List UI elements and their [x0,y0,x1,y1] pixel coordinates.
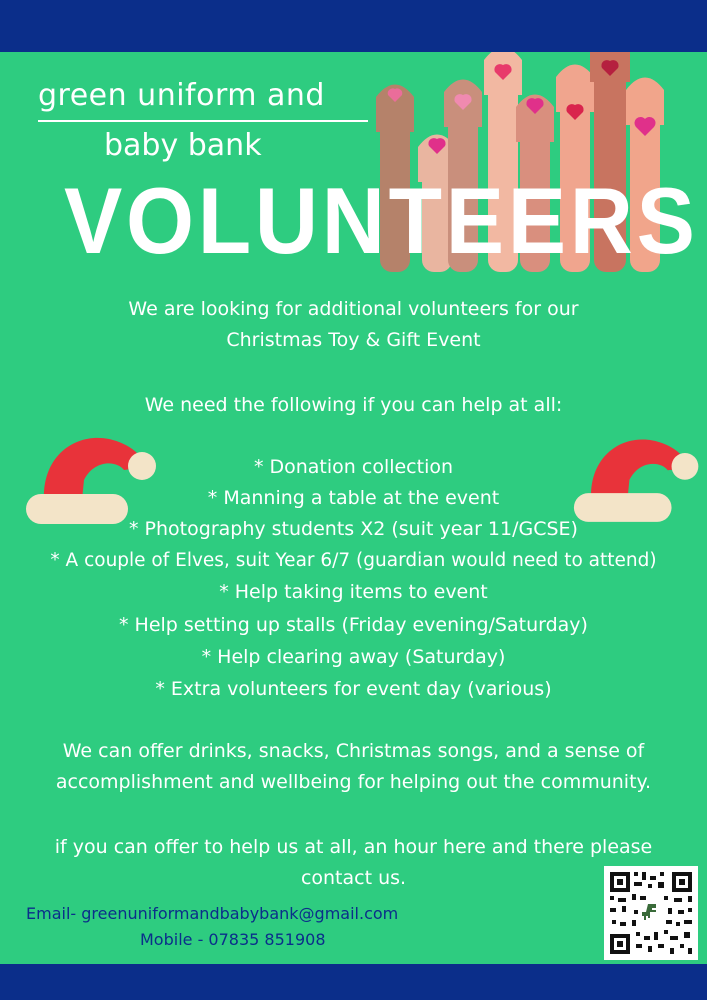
org-name-underline [38,120,368,122]
santa-hat-icon [24,420,164,530]
needs-item: * Manning a table at the event [207,487,500,509]
needs-item: * Help clearing away (Saturday) [201,646,506,668]
offer-line-1: We can offer drinks, snacks, Christmas songs, and a sense of [62,740,645,762]
needs-item: * Help setting up stalls (Friday evening/Saturday) [119,614,588,636]
needs-item: * Donation collection [253,456,454,478]
contact-mobile[interactable]: Mobile - 07835 851908 [140,930,326,949]
needs-item: * A couple of Elves, suit Year 6/7 (guardian would need to attend) [50,550,657,571]
org-name-line2: baby bank [104,128,262,163]
org-name-line1: green uniform and [38,78,325,113]
qr-code-icon[interactable] [604,866,698,960]
volunteers-headline: VOLUNTEERS [64,168,699,273]
intro-line-2: Christmas Toy & Gift Event [226,329,481,351]
intro-line-1: We are looking for additional volunteers for our [128,298,579,320]
contact-request-line-2: contact us. [300,867,407,889]
needs-item: * Photography students X2 (suit year 11/GCSE) [129,518,578,540]
contact-email[interactable]: Email- greenuniformandbabybank@gmail.com [26,904,399,923]
needs-item: * Extra volunteers for event day (various) [155,678,552,700]
needs-heading: We need the following if you can help at all: [144,394,563,416]
bottom-band [0,964,707,1000]
offer-line-2: accomplishment and wellbeing for helping out the community. [55,771,652,793]
santa-hat-icon [572,420,706,530]
needs-item: * Help taking items to event [219,581,488,603]
contact-request-line-1: if you can offer to help us at all, an hour here and there please [54,836,653,858]
top-band [0,0,707,52]
